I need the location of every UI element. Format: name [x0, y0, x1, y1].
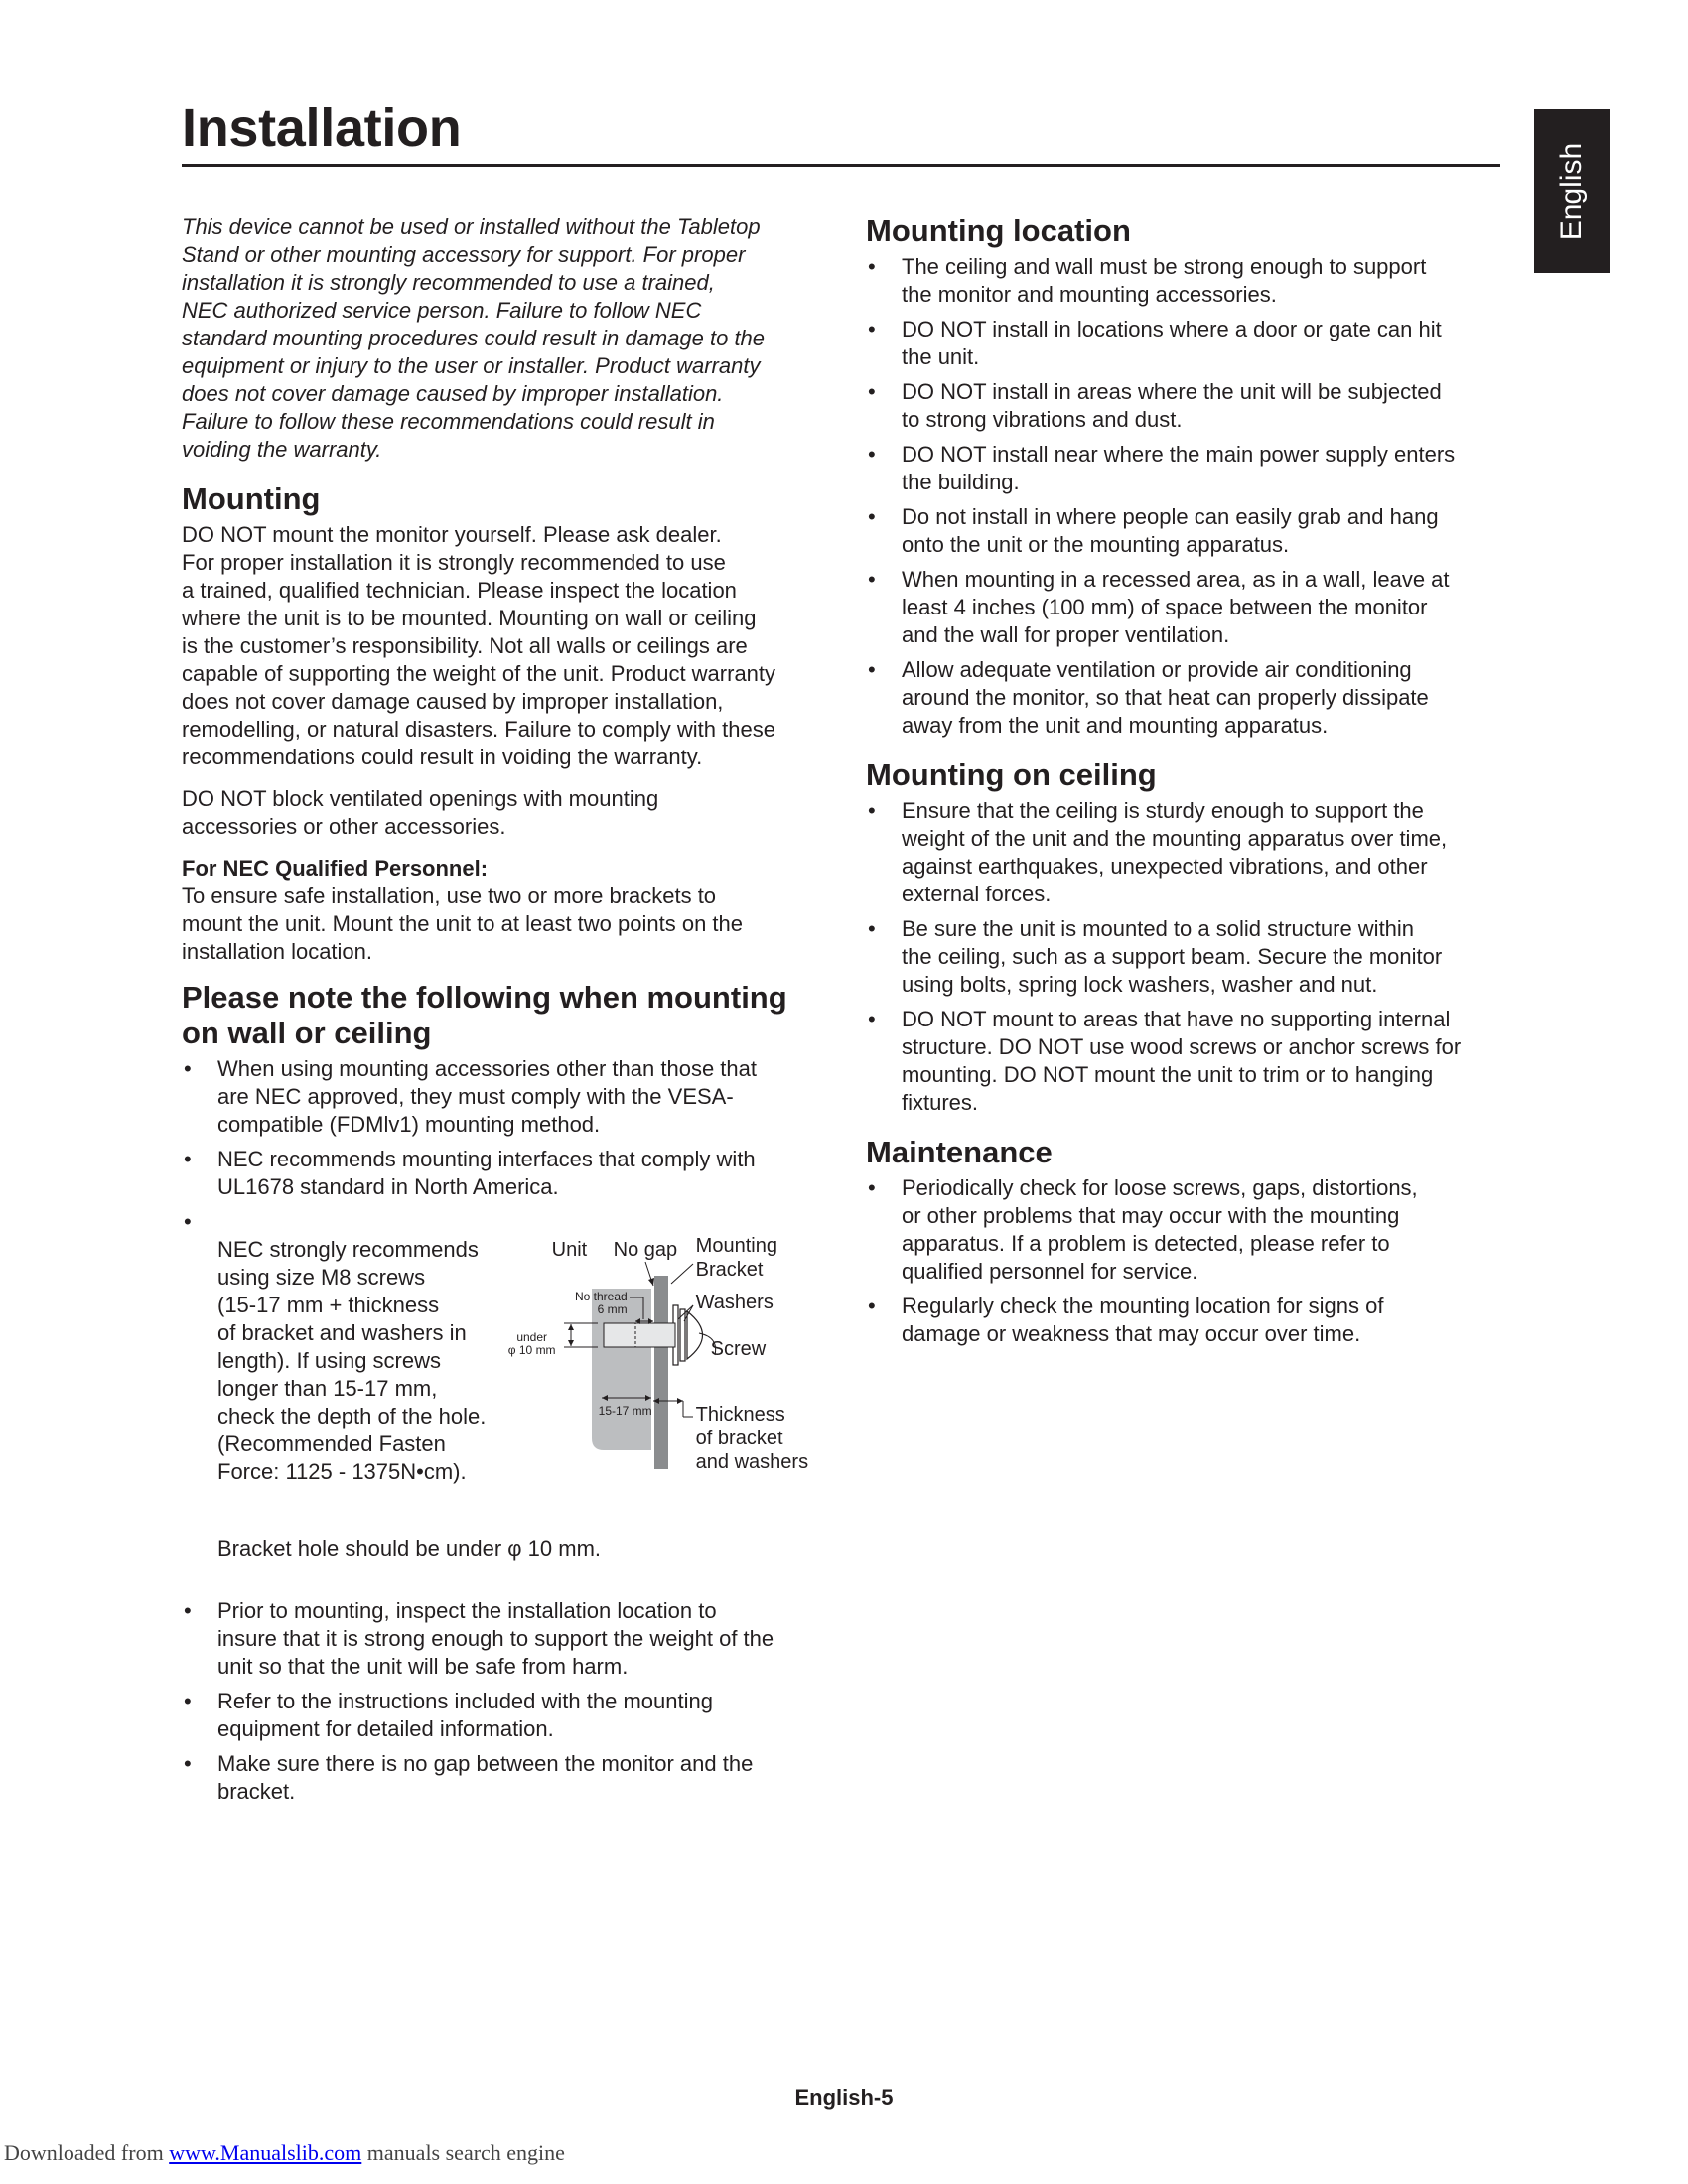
wall-ceiling-heading-line-1: Please note the following when mounting — [182, 980, 787, 1015]
diagram-label-length: 15-17 mm — [598, 1404, 652, 1418]
wall-ceiling-heading — [182, 980, 817, 1051]
mounting-location-list — [866, 253, 1501, 740]
list-item: • Allow adequate ventilation or provide air conditioning around the monitor, so that heat can properly dissipate away from the unit and mounting apparatus. — [866, 656, 1501, 740]
maintenance-list — [866, 1174, 1501, 1348]
list-item: • Refer to the instructions included with the mounting equipment for detailed information. — [182, 1688, 817, 1743]
left-column — [182, 213, 817, 1813]
screw-shaft-shape — [604, 1323, 675, 1347]
list-item: • When mounting in a recessed area, as in a wall, leave at least 4 inches (100 mm) of space between the monitor and the wall for proper ventilation. — [866, 566, 1501, 649]
wall-ceiling-heading-line-2: on wall or ceiling — [182, 1016, 432, 1050]
maintenance-heading: Maintenance — [866, 1135, 1053, 1169]
list-item: • When using mounting accessories other than those that are NEC approved, they must comply with the VESA- compatible (FDMlv1) mounting method. — [182, 1055, 817, 1139]
screw-item-row — [217, 1236, 817, 1507]
right-column — [866, 213, 1501, 1355]
manualslib-link[interactable]: www.Manualslib.com — [169, 2140, 362, 2165]
list-item: • Do not install in where people can easily grab and hang onto the unit or the mounting apparatus. — [866, 503, 1501, 559]
language-tab-label: English — [1555, 142, 1588, 240]
list-item: • Periodically check for loose screws, gaps, distortions, or other problems that may occur with the mounting apparatus. If a problem is detected, please refer to qualified personnel for service. — [866, 1174, 1501, 1286]
bracket-shape — [654, 1276, 668, 1469]
list-item: • DO NOT install in areas where the unit will be subjected to strong vibrations and dust. — [866, 378, 1501, 434]
wall-ceiling-list — [182, 1055, 817, 1806]
diagram-label-no-thread: No thread 6 mm — [574, 1290, 628, 1316]
diagram-label-no-gap: No gap — [613, 1239, 678, 1261]
mounting-para-1: DO NOT mount the monitor yourself. Please ask dealer. For proper installation it is strongly recommended to use a trained, qualified technician. Please inspect the location where the unit is to be mounted. Mounting on wall or ceiling is the customer’s responsibility. Not all walls or ceilings are capable of supporting the weight of the unit. Product warranty does not cover damage caused by improper installation, remodelling, or natural disasters. Failure to comply with these recommendations could result in voiding the warranty. — [182, 522, 776, 769]
list-item: • DO NOT mount to areas that have no supporting internal structure. DO NOT use wood screws or anchor screws for mounting. DO NOT mount the unit to trim or to hanging fixtures. — [866, 1006, 1501, 1117]
list-item: • DO NOT install in locations where a door or gate can hit the unit. — [866, 316, 1501, 371]
screw-recommendation-text: • NEC strongly recommends using size M8 screws (15-17 mm + thickness of bracket and washers in length). If using screws longer than 15-17 mm, check the depth of the hole. (Recommended Fasten Force: 1125 - 1375N•cm). — [217, 1237, 487, 1484]
diagram-label-mounting-bracket: Mounting Bracket — [695, 1235, 777, 1281]
mounting-location-heading: Mounting location — [866, 213, 1131, 248]
mounting-para-2: DO NOT block ventilated openings with mounting accessories or other accessories. — [182, 786, 659, 839]
download-footer — [4, 2140, 565, 2166]
list-item-screws — [182, 1208, 817, 1590]
footer-suffix: manuals search engine — [361, 2140, 565, 2165]
footer-prefix: Downloaded from — [4, 2140, 170, 2165]
diagram-label-screw: Screw — [710, 1338, 767, 1360]
diagram-label-thickness: Thickness of bracket and washers — [695, 1404, 809, 1473]
language-tab — [1534, 109, 1610, 273]
nec-personnel-text: To ensure safe installation, use two or more brackets to mount the unit. Mount the unit to at least two points on the installation location. — [182, 884, 744, 964]
nec-personnel-heading: For NEC Qualified Personnel: — [182, 856, 489, 881]
list-item: • Make sure there is no gap between the monitor and the bracket. — [182, 1750, 817, 1806]
list-item: • Ensure that the ceiling is sturdy enough to support the weight of the unit and the mounting apparatus over time, against earthquakes, unexpected vibrations, and other external forces. — [866, 797, 1501, 908]
list-item: • Regularly check the mounting location for signs of damage or weakness that may occur over time. — [866, 1293, 1501, 1348]
list-item: • The ceiling and wall must be strong enough to support the monitor and mounting accessories. — [866, 253, 1501, 309]
list-item: • Prior to mounting, inspect the installation location to insure that it is strong enough to support the weight of the unit so that the unit will be safe from harm. — [182, 1597, 817, 1681]
title-rule — [182, 164, 1500, 167]
screw-head-shape — [687, 1311, 703, 1359]
bracket-hole-note: Bracket hole should be under φ 10 mm. — [217, 1536, 602, 1561]
mounting-ceiling-heading: Mounting on ceiling — [866, 757, 1157, 792]
page-title: Installation — [182, 98, 462, 158]
intro-warning: This device cannot be used or installed without the Tabletop Stand or other mounting accessory for support. For proper installation it is strongly recommended to use a trained, NEC authorized service person. Failure to follow NEC standard mounting procedures could result in damage to the equipment or injury to the user or installer. Product warranty does not cover damage caused by improper installation. Failure to follow these recommendations could result in voiding the warranty. — [182, 214, 766, 462]
diagram-label-unit: Unit — [551, 1239, 588, 1261]
list-item: • NEC recommends mounting interfaces that comply with UL1678 standard in North America. — [182, 1146, 817, 1201]
screw-mounting-diagram — [504, 1234, 817, 1507]
diagram-label-washers: Washers — [695, 1292, 774, 1313]
mounting-heading: Mounting — [182, 481, 321, 516]
diagram-label-under-diameter: under φ 10 mm — [507, 1330, 556, 1357]
list-item: • DO NOT install near where the main power supply enters the building. — [866, 441, 1501, 496]
mounting-ceiling-list — [866, 797, 1501, 1117]
list-item: • Be sure the unit is mounted to a solid structure within the ceiling, such as a support beam. Secure the monitor using bolts, spring lock washers, washer and nut. — [866, 915, 1501, 999]
page-number: English-5 — [794, 2085, 894, 2110]
